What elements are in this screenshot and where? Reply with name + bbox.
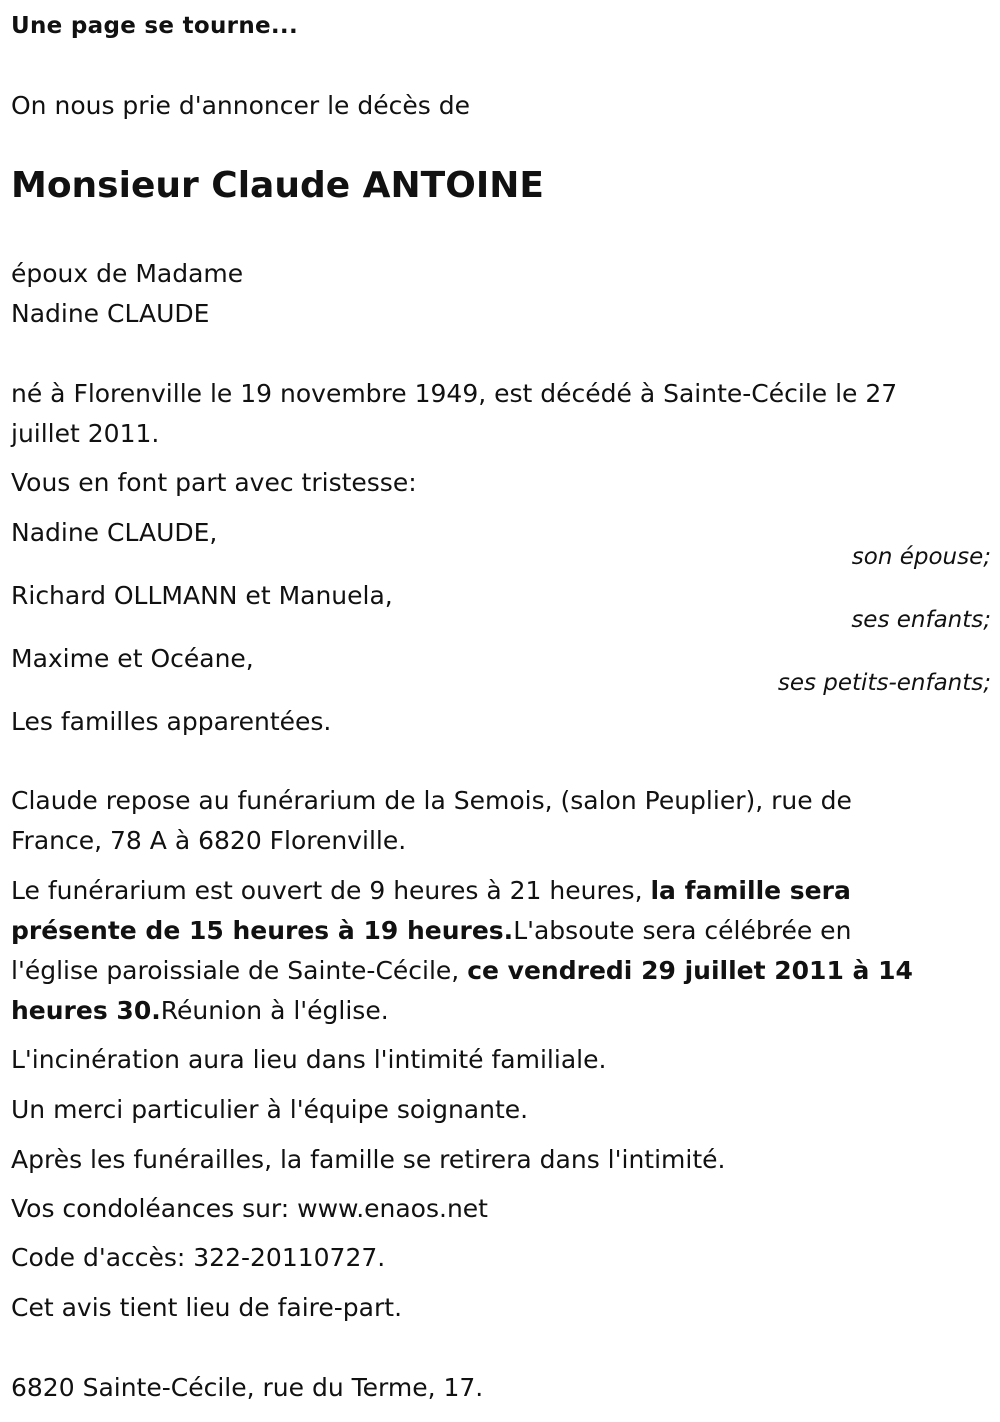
repose-text: Claude repose au funérarium de la Semois, (salon Peuplier), rue de France, 78 A à 6820 Florenville. [11, 786, 852, 855]
address-text: 6820 Sainte-Cécile, rue du Terme, 17. [11, 1373, 484, 1402]
access-code-text: Code d'accès: 322-20110727. [11, 1243, 386, 1272]
ceremony-part-3: Réunion à l'église. [160, 996, 389, 1025]
cremation-text: L'incinération aura lieu dans l'intimité familiale. [11, 1045, 607, 1074]
family-member-name: Nadine CLAUDE, [11, 518, 218, 547]
condolences-text: Vos condoléances sur: www.enaos.net [11, 1194, 488, 1223]
birth-death-text: né à Florenville le 19 novembre 1949, est décédé à Sainte-Cécile le 27 juillet 2011. [11, 379, 898, 448]
announce-text: Vous en font part avec tristesse: [11, 468, 417, 497]
ceremony-date: ce vendredi 29 juillet 2011 à 14 heures 30. [11, 956, 913, 1025]
family-member-name: Richard OLLMANN et Manuela, [11, 581, 393, 610]
ceremony-part-1: Le funérarium est ouvert de 9 heures à 21 heures, [11, 876, 651, 905]
thanks-text: Un merci particulier à l'équipe soignante. [11, 1095, 529, 1124]
intro-text: On nous prie d'annoncer le décès de [11, 91, 470, 120]
family-member-relation: son épouse; [851, 544, 991, 570]
family-presence-hours: la famille sera présente de 15 heures à 19 heures. [11, 876, 851, 945]
family-member-relation: ses petits-enfants; [777, 670, 991, 696]
ceremony-text [11, 871, 936, 1031]
after-funeral-text: Après les funérailles, la famille se retirera dans l'intimité. [11, 1145, 726, 1174]
family-member-name: Maxime et Océane, [11, 644, 254, 673]
notice-header: Une page se tourne... [11, 13, 299, 39]
spouse-line-1: époux de Madame [11, 259, 244, 288]
deceased-name: Monsieur Claude ANTOINE [11, 165, 544, 206]
notice-text: Cet avis tient lieu de faire-part. [11, 1293, 403, 1322]
spouse-line-2: Nadine CLAUDE [11, 299, 210, 328]
family-member-relation: ses enfants; [851, 607, 991, 633]
related-families-text: Les familles apparentées. [11, 707, 332, 736]
ceremony-part-2: L'absoute sera célébrée en l'église paroissiale de Sainte-Cécile, [11, 916, 852, 985]
